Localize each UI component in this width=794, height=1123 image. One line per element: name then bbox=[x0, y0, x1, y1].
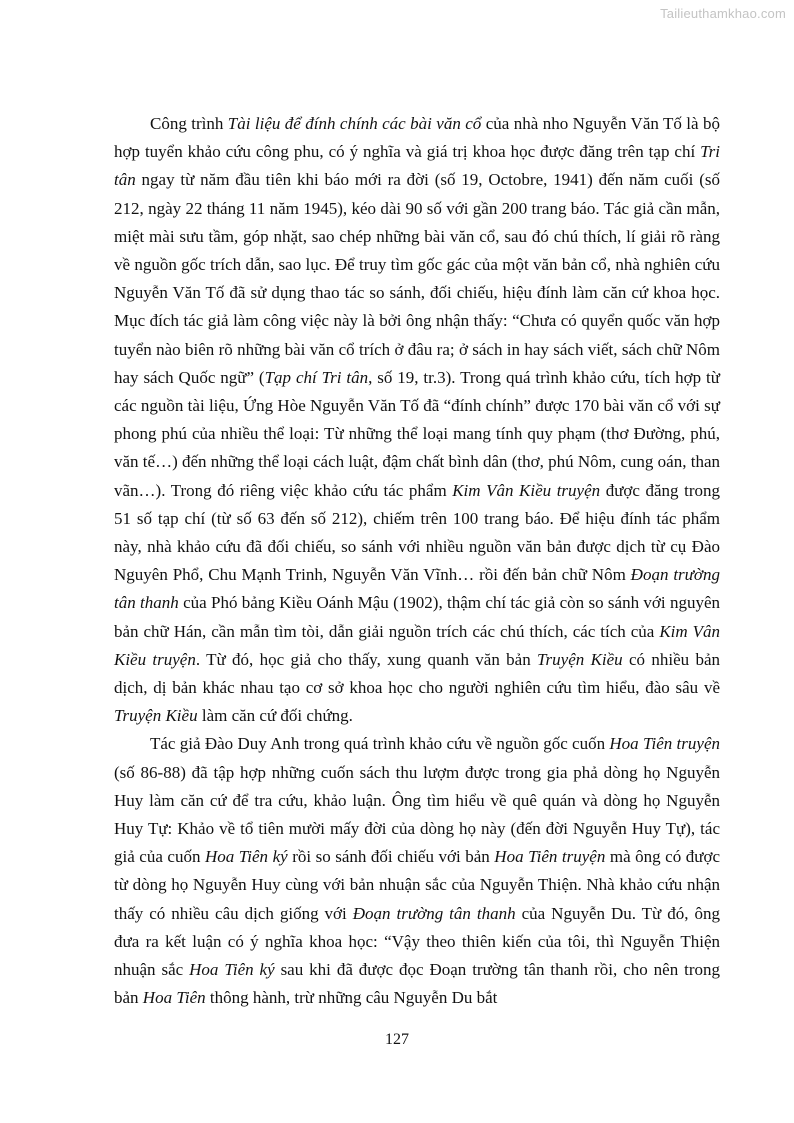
italic-title-run: Hoa Tiên bbox=[142, 988, 206, 1008]
text-run: (số 86-88) đã tập hợp những cuốn sách thu lượm được trong gia phả dòng họ Nguyễn Huy làm căn cứ để tra cứu, khảo luận. Ông tìm hiểu về quê quán và dòng họ Nguyễn Huy Tự: Khảo về tổ tiên mười mấy đời của dòng họ này (đến đời Nguyễn Huy Tự), tác giả của cuốn bbox=[114, 762, 720, 867]
italic-title-run: Truyện Kiều bbox=[114, 706, 198, 726]
text-run: rồi so sánh đối chiếu với bản bbox=[287, 847, 495, 867]
text-run: làm căn cứ đối chứng. bbox=[197, 706, 353, 726]
italic-title-run: Tài liệu để đính chính các bài văn cổ bbox=[227, 114, 482, 133]
italic-title-run: Truyện Kiều bbox=[537, 649, 623, 669]
italic-title-run: Đoạn trường tân thanh bbox=[352, 903, 516, 923]
text-run: , số 19, tr.3). Trong quá trình khảo cứu, tích hợp từ các nguồn tài liệu, Ứng Hòe Nguyễn Văn Tố đã “đính chính” được 170 bài văn cổ với sự phong phú của nhiều thể loại: Từ những thể loại mang tính quy phạm (thơ Đường, phú, văn tế…) đến những thể loại cách luật, đậm chất bình dân (thơ, phú Nôm, cung oán, than vãn…). Trong đó riêng việc khảo cứu tác phẩm bbox=[114, 367, 720, 500]
text-run: có nhiều bản dịch, dị bản khác nhau tạo cơ sở khoa học cho người nghiên cứu tìm hiểu, đào sâu về bbox=[114, 649, 720, 698]
paragraph-2 bbox=[114, 730, 720, 1012]
text-run: của Phó bảng Kiều Oánh Mậu (1902), thậm chí tác giả còn so sánh với nguyên bản chữ Hán, cần mẫn tìm tòi, dẫn giải nguồn trích các chú thích, các tích của bbox=[114, 593, 720, 641]
text-run: được đăng trong 51 số tạp chí (từ số 63 đến số 212), chiếm trên 100 trang báo. Để hiệu đính tác phẩm này, nhà khảo cứu đã đối chiếu, so sánh với nhiều nguồn văn bản được dịch từ cụ Đào Nguyên Phổ, Chu Mạnh Trinh, Nguyễn Văn Vĩnh… rồi đến bản chữ Nôm bbox=[114, 480, 720, 585]
italic-title-run: Kim Vân Kiều truyện bbox=[114, 621, 720, 669]
italic-title-run: Kim Vân Kiều truyện bbox=[452, 480, 601, 500]
italic-title-run: Tri tân bbox=[114, 142, 720, 190]
paragraph-1 bbox=[114, 110, 720, 730]
document-body bbox=[114, 110, 720, 1013]
italic-title-run: Tạp chí Tri tân bbox=[264, 367, 369, 387]
text-run: của Nguyễn Du. Từ đó, ông đưa ra kết luận có ý nghĩa khoa học: “Vậy theo thiên kiến của tôi, thì Nguyễn Thiện nhuận sắc bbox=[114, 903, 720, 980]
text-run: ngay từ năm đầu tiên khi báo mới ra đời (số 19, Octobre, 1941) đến năm cuối (số 212, ngày 22 tháng 11 năm 1945), kéo dài 90 số với gần 200 trang báo. Tác giả cần mẫn, miệt mài sưu tầm, góp nhặt, sao chép những bài văn cổ, sau đó chú thích, lí giải rõ ràng về nguồn gốc trích dẫn, sao lục. Để truy tìm gốc gác của một văn bản cổ, nhà nghiên cứu Nguyễn Văn Tố đã sử dụng thao tác so sánh, đối chiếu, hiệu đính làm căn cứ khoa học. Mục đích tác giả làm công việc này là bởi ông nhận thấy: “Chưa có quyển quốc văn hợp tuyển nào biên rõ những bài văn cổ trích ở đâu ra; ở sách in hay sách viết, sách chữ Nôm hay sách Quốc ngữ” ( bbox=[114, 170, 720, 387]
italic-title-run: Hoa Tiên ký bbox=[189, 960, 275, 980]
page-number: 127 bbox=[385, 1031, 409, 1048]
italic-title-run: Đoạn trường tân thanh bbox=[114, 565, 720, 613]
italic-title-run: Hoa Tiên truyện bbox=[494, 847, 606, 867]
text-run: của nhà nho Nguyễn Văn Tố là bộ hợp tuyển khảo cứu công phu, có ý nghĩa và giá trị khoa học được đăng trên tạp chí bbox=[114, 114, 720, 162]
text-run: sau khi đã được đọc Đoạn trường tân thanh rồi, cho nên trong bản bbox=[114, 960, 721, 1008]
text-run: Công trình bbox=[150, 114, 228, 133]
italic-title-run: Hoa Tiên truyện bbox=[609, 734, 720, 754]
text-run: Tác giả Đào Duy Anh trong quá trình khảo cứu về nguồn gốc cuốn bbox=[150, 734, 610, 754]
text-run: mà ông có được từ dòng họ Nguyễn Huy cùng với bản nhuận sắc của Nguyễn Thiện. Nhà khảo cứu nhận thấy có nhiều câu dịch giống với bbox=[114, 847, 720, 923]
text-run: thông hành, trừ những câu Nguyễn Du bắt bbox=[205, 988, 498, 1008]
watermark: Tailieuthamkhao.com bbox=[660, 6, 786, 21]
italic-title-run: Hoa Tiên ký bbox=[204, 847, 288, 867]
text-run: . Từ đó, học giả cho thấy, xung quanh văn bản bbox=[195, 649, 538, 669]
